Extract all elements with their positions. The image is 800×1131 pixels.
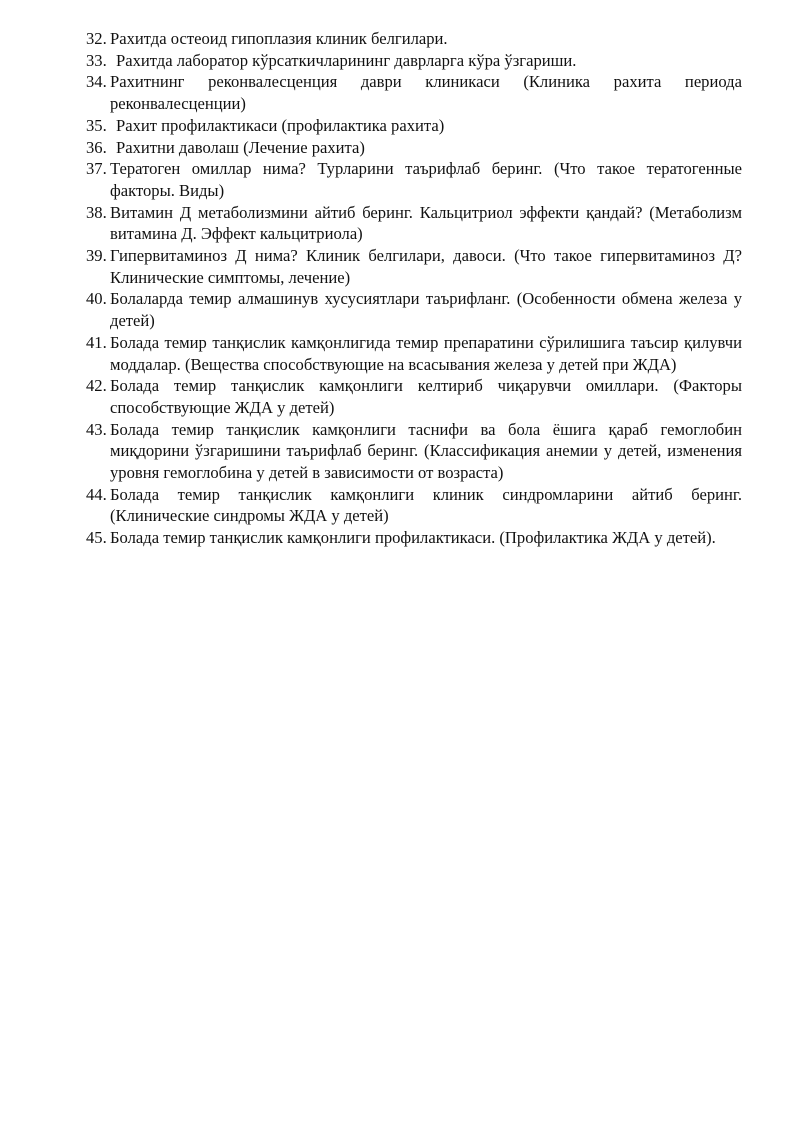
question-item-37 xyxy=(86,158,742,201)
question-text: Витамин Д метаболизмини айтиб беринг. Кальцитриол эффекти қандай? (Метаболизм витамина Д. Эффект кальцитриола) xyxy=(110,202,742,244)
question-text: Рахитда лаборатор кўрсаткичларининг даврларга кўра ўзгариши. xyxy=(116,50,577,70)
question-text: Болада темир танқислик камқонлиги профилактикаси. (Профилактика ЖДА у детей). xyxy=(110,528,716,548)
question-text: Рахитда остеоид гипоплазия клиник белгилари. xyxy=(110,29,448,48)
question-number: 33. xyxy=(86,50,107,70)
question-item-33 xyxy=(86,50,742,72)
question-item-34 xyxy=(86,71,742,114)
question-number: 41. xyxy=(86,332,107,352)
question-number: 42. xyxy=(86,376,107,396)
question-item-39 xyxy=(86,245,742,288)
question-item-40 xyxy=(86,288,742,331)
question-text: Болада темир танқислик камқонлигида темир препаратини сўрилишига таъсир қилувчи моддалар. (Вещества способствующие на всасывания железа у детей при ЖДА) xyxy=(110,332,742,374)
question-item-35 xyxy=(86,115,742,137)
question-text: Болада темир танқислик камқонлиги клиник синдромларини айтиб беринг. (Клинические синдромы ЖДА у детей) xyxy=(110,484,742,526)
question-item-44 xyxy=(86,484,742,527)
question-number: 34. xyxy=(86,72,107,92)
question-text: Рахит профилактикаси (профилактика рахита) xyxy=(116,115,445,135)
question-item-41 xyxy=(86,332,742,375)
question-number: 44. xyxy=(86,484,107,504)
question-item-45 xyxy=(86,527,742,549)
question-number: 45. xyxy=(86,528,107,548)
question-item-38 xyxy=(86,202,742,245)
question-item-36 xyxy=(86,137,742,159)
question-text: Болада темир танқислик камқонлиги таснифи ва бола ёшига қараб гемоглобин миқдорини ўзгаришини таърифлаб беринг. (Классификация анемии у детей, изменения уровня гемоглобина у детей в зависимости от возраста) xyxy=(110,419,742,483)
question-item-42 xyxy=(86,375,742,418)
question-text: Болаларда темир алмашинув хусусиятлари таърифланг. (Особенности обмена железа у детей) xyxy=(110,289,742,331)
question-text: Рахитнинг реконвалесценция даври клиникаси (Клиника рахита периода реконвалесценции) xyxy=(110,72,742,114)
question-text: Гипервитаминоз Д нима? Клиник белгилари, давоси. (Что такое гипервитаминоз Д? Клинические симптомы, лечение) xyxy=(110,246,742,287)
question-number: 43. xyxy=(86,419,107,439)
question-text: Рахитни даволаш (Лечение рахита) xyxy=(116,137,365,157)
question-list xyxy=(86,28,742,549)
question-number: 35. xyxy=(86,115,107,135)
question-text: Болада темир танқислик камқонлиги келтириб чиқарувчи омиллари. (Факторы способствующие ЖДА у детей) xyxy=(110,376,742,417)
question-number: 36. xyxy=(86,137,107,157)
question-item-32 xyxy=(86,28,742,50)
question-text: Тератоген омиллар нима? Турларини таърифлаб беринг. (Что такое тератогенные факторы. Виды) xyxy=(110,159,742,200)
question-number: 38. xyxy=(86,202,107,222)
question-number: 32. xyxy=(86,29,107,48)
question-item-43 xyxy=(86,419,742,484)
question-number: 39. xyxy=(86,246,107,266)
question-number: 37. xyxy=(86,159,107,179)
question-number: 40. xyxy=(86,289,107,309)
